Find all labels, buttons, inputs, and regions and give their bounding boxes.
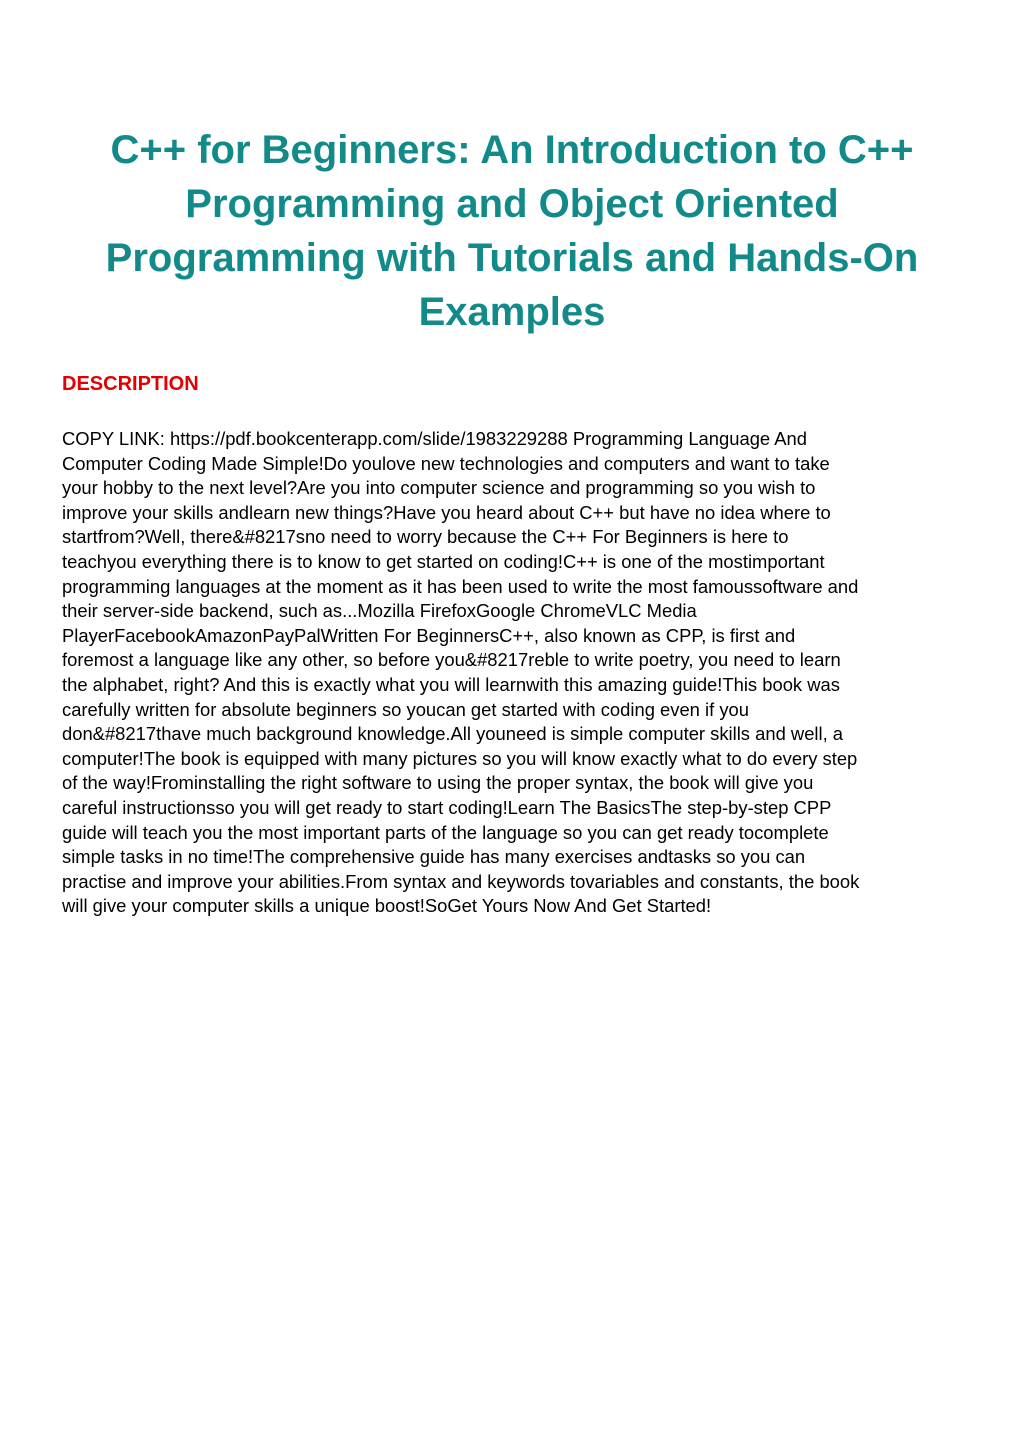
page-title (62, 123, 962, 339)
description-line: their server-side backend, such as...Mozilla FirefoxGoogle ChromeVLC Media (62, 600, 697, 622)
description-line: simple tasks in no time!The comprehensive guide has many exercises andtasks so you can (62, 846, 806, 868)
title-line: Programming with Tutorials and Hands-On (105, 236, 919, 280)
description-line: PlayerFacebookAmazonPayPalWritten For BeginnersC++, also known as CPP, is first and (62, 624, 796, 646)
description-line: practise and improve your abilities.From syntax and keywords tovariables and constants, the book (62, 870, 860, 892)
description-line: startfrom?Well, there&#8217sno need to worry because the C++ For Beginners is here to (62, 526, 789, 548)
description-line: COPY LINK: https://pdf.bookcenterapp.com/slide/1983229288 Programming Language And (62, 428, 807, 449)
title-line: Examples (418, 290, 606, 334)
description-line: foremost a language like any other, so before you&#8217reble to write poetry, you need to learn (62, 649, 841, 671)
description-line: don&#8217thave much background knowledge.All youneed is simple computer skills and well, a (62, 723, 844, 745)
description-line: the alphabet, right? And this is exactly what you will learnwith this amazing guide!This book was (62, 673, 840, 695)
description-body (62, 427, 962, 919)
description-line: will give your computer skills a unique boost!SoGet Yours Now And Get Started! (62, 895, 712, 917)
description-heading: DESCRIPTION (62, 373, 199, 395)
description-line: of the way!Frominstalling the right software to using the proper syntax, the book will give you (62, 772, 814, 794)
description-line: programming languages at the moment as it has been used to write the most famoussoftware and (62, 575, 859, 597)
description-line: guide will teach you the most important parts of the language so you can get ready tocomplete (62, 821, 829, 843)
description-line: improve your skills andlearn new things?Have you heard about C++ but have no idea where to (62, 501, 831, 523)
title-line: Programming and Object Oriented (185, 182, 839, 226)
description-line: teachyou everything there is to know to get started on coding!C++ is one of the mostimportant (62, 550, 825, 572)
description-line: carefully written for absolute beginners so youcan get started with coding even if you (62, 698, 749, 720)
description-line: computer!The book is equipped with many pictures so you will know exactly what to do every step (62, 747, 858, 769)
description-line: careful instructionsso you will get ready to start coding!Learn The BasicsThe step-by-step CPP (62, 796, 832, 818)
title-line: C++ for Beginners: An Introduction to C++ (110, 128, 914, 172)
description-line: Computer Coding Made Simple!Do youlove new technologies and computers and want to take (62, 452, 830, 474)
description-line: your hobby to the next level?Are you into computer science and programming so you wish to (62, 477, 816, 499)
